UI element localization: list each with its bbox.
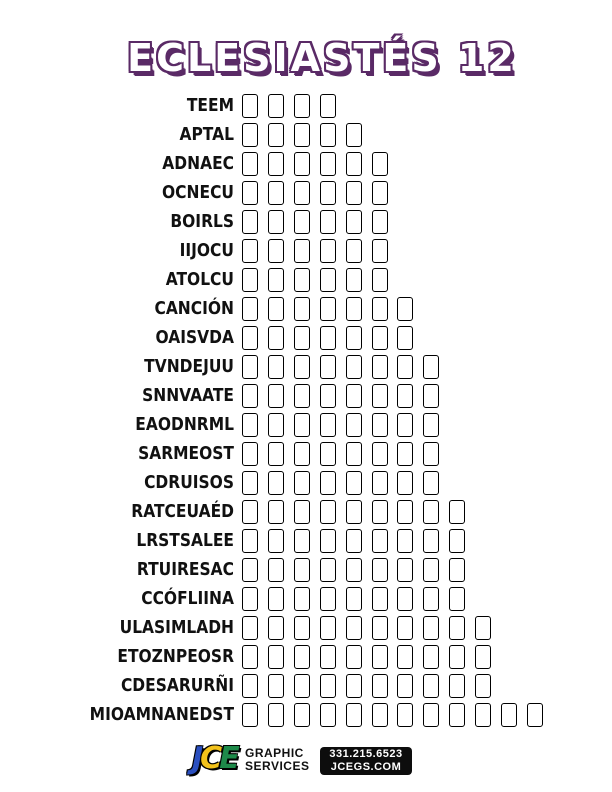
letter-box[interactable] (372, 239, 388, 263)
puzzle-row (0, 384, 612, 408)
letter-box[interactable] (346, 268, 362, 292)
letter-box[interactable] (346, 442, 362, 466)
letter-box[interactable] (320, 500, 336, 524)
puzzle-row (0, 703, 612, 727)
letter-box[interactable] (294, 355, 310, 379)
letter-box[interactable] (320, 210, 336, 234)
letter-box[interactable] (294, 645, 310, 669)
scrambled-word: CCÓFLIINA (141, 588, 234, 609)
letter-box[interactable] (475, 616, 491, 640)
letter-box[interactable] (242, 181, 258, 205)
letter-box[interactable] (372, 268, 388, 292)
letter-box[interactable] (423, 471, 439, 495)
letter-box[interactable] (346, 529, 362, 553)
letter-box[interactable] (346, 239, 362, 263)
letter-box[interactable] (449, 500, 465, 524)
scrambled-word: EAODNRML (135, 414, 234, 435)
scrambled-word: CANCIÓN (154, 298, 234, 319)
letter-box[interactable] (294, 384, 310, 408)
letter-box[interactable] (294, 181, 310, 205)
letter-box[interactable] (242, 558, 258, 582)
puzzle-row (0, 645, 612, 669)
scrambled-word: BOIRLS (170, 211, 234, 232)
letter-box[interactable] (423, 703, 439, 727)
letter-box[interactable] (268, 703, 284, 727)
letter-box[interactable] (294, 529, 310, 553)
scrambled-word: CDRUISOS (144, 472, 234, 493)
puzzle-row (0, 616, 612, 640)
letter-box[interactable] (449, 703, 465, 727)
scrambled-word: LRSTSALEE (136, 530, 234, 551)
logo-text-graphic: GRAPHIC (245, 746, 304, 760)
letter-box[interactable] (423, 616, 439, 640)
letter-box[interactable] (449, 558, 465, 582)
letter-box[interactable] (268, 268, 284, 292)
logo-text-services: SERVICES (245, 759, 310, 773)
letter-box[interactable] (268, 558, 284, 582)
letter-box[interactable] (397, 297, 413, 321)
letter-box[interactable] (268, 587, 284, 611)
letter-box[interactable] (242, 384, 258, 408)
letter-box[interactable] (372, 558, 388, 582)
letter-box[interactable] (372, 210, 388, 234)
letter-box[interactable] (294, 326, 310, 350)
letter-box[interactable] (320, 239, 336, 263)
letter-box[interactable] (423, 558, 439, 582)
puzzle-row (0, 355, 612, 379)
letter-box[interactable] (475, 674, 491, 698)
puzzle-row (0, 529, 612, 553)
letter-box[interactable] (242, 703, 258, 727)
letter-box[interactable] (397, 384, 413, 408)
letter-box[interactable] (372, 181, 388, 205)
letter-box[interactable] (242, 210, 258, 234)
puzzle-row (0, 268, 612, 292)
puzzle-row (0, 471, 612, 495)
footer-branding (190, 741, 430, 778)
letter-box[interactable] (294, 442, 310, 466)
letter-box[interactable] (294, 94, 310, 118)
letter-box[interactable] (501, 703, 517, 727)
letter-box[interactable] (346, 210, 362, 234)
letter-box[interactable] (268, 297, 284, 321)
letter-box[interactable] (268, 674, 284, 698)
logo-letter-c: C (200, 741, 220, 776)
letter-box[interactable] (294, 471, 310, 495)
letter-box[interactable] (268, 123, 284, 147)
letter-box[interactable] (242, 674, 258, 698)
letter-box[interactable] (320, 645, 336, 669)
letter-box[interactable] (320, 442, 336, 466)
letter-box[interactable] (423, 413, 439, 437)
letter-box[interactable] (294, 616, 310, 640)
logo-letter-j: J (192, 741, 201, 776)
letter-box[interactable] (242, 500, 258, 524)
letter-box[interactable] (372, 645, 388, 669)
letter-box[interactable] (242, 529, 258, 553)
letter-box[interactable] (242, 587, 258, 611)
letter-box[interactable] (294, 210, 310, 234)
letter-box[interactable] (397, 500, 413, 524)
letter-box[interactable] (294, 674, 310, 698)
scrambled-word: RTUIRESAC (136, 559, 234, 580)
letter-box[interactable] (320, 413, 336, 437)
logo-letter-e: E (219, 741, 237, 776)
letter-box[interactable] (372, 152, 388, 176)
letter-box[interactable] (294, 268, 310, 292)
letter-box[interactable] (372, 587, 388, 611)
scrambled-word: APTAL (179, 124, 234, 145)
letter-box[interactable] (346, 384, 362, 408)
letter-box[interactable] (397, 645, 413, 669)
scrambled-word: MIOAMNANEDST (89, 704, 234, 725)
puzzle-row (0, 152, 612, 176)
letter-box[interactable] (423, 500, 439, 524)
letter-box[interactable] (268, 529, 284, 553)
scrambled-word: IIJOCU (179, 240, 234, 261)
letter-box[interactable] (372, 674, 388, 698)
letter-box[interactable] (475, 645, 491, 669)
letter-box[interactable] (372, 703, 388, 727)
letter-box[interactable] (242, 94, 258, 118)
letter-box[interactable] (423, 587, 439, 611)
letter-box[interactable] (346, 181, 362, 205)
letter-box[interactable] (372, 384, 388, 408)
letter-box[interactable] (242, 442, 258, 466)
scrambled-word: TVNDEJUU (144, 356, 234, 377)
letter-box[interactable] (346, 355, 362, 379)
letter-box[interactable] (242, 326, 258, 350)
letter-box[interactable] (423, 442, 439, 466)
letter-box[interactable] (346, 413, 362, 437)
letter-box[interactable] (268, 413, 284, 437)
puzzle-row (0, 239, 612, 263)
letter-box[interactable] (320, 297, 336, 321)
puzzle-row (0, 674, 612, 698)
letter-box[interactable] (397, 413, 413, 437)
letter-box[interactable] (372, 297, 388, 321)
contact-box (320, 747, 412, 775)
letter-box[interactable] (346, 616, 362, 640)
letter-box[interactable] (294, 152, 310, 176)
letter-box[interactable] (242, 355, 258, 379)
letter-box[interactable] (372, 500, 388, 524)
letter-box[interactable] (372, 326, 388, 350)
letter-box[interactable] (320, 587, 336, 611)
letter-box[interactable] (320, 558, 336, 582)
letter-box[interactable] (320, 152, 336, 176)
letter-box[interactable] (294, 558, 310, 582)
letter-box[interactable] (320, 326, 336, 350)
letter-box[interactable] (372, 616, 388, 640)
letter-box[interactable] (397, 471, 413, 495)
letter-box[interactable] (475, 703, 491, 727)
letter-box[interactable] (346, 326, 362, 350)
scrambled-word: OAISVDA (155, 327, 234, 348)
letter-box[interactable] (397, 616, 413, 640)
letter-box[interactable] (397, 529, 413, 553)
puzzle-row (0, 297, 612, 321)
letter-box[interactable] (397, 558, 413, 582)
letter-box[interactable] (268, 442, 284, 466)
puzzle-row (0, 123, 612, 147)
letter-box[interactable] (397, 703, 413, 727)
letter-box[interactable] (268, 181, 284, 205)
scrambled-word: CDESARURÑI (120, 675, 234, 696)
contact-phone: 331.215.6523 (329, 748, 403, 760)
letter-box[interactable] (346, 500, 362, 524)
letter-box[interactable] (423, 384, 439, 408)
letter-box[interactable] (242, 268, 258, 292)
letter-box[interactable] (449, 645, 465, 669)
letter-box[interactable] (294, 587, 310, 611)
scrambled-word: ULASIMLADH (119, 617, 234, 638)
letter-box[interactable] (268, 645, 284, 669)
letter-box[interactable] (242, 645, 258, 669)
puzzle-row (0, 442, 612, 466)
letter-box[interactable] (320, 674, 336, 698)
letter-box[interactable] (397, 326, 413, 350)
jce-logo (192, 740, 237, 778)
letter-box[interactable] (242, 152, 258, 176)
letter-box[interactable] (320, 268, 336, 292)
letter-box[interactable] (346, 471, 362, 495)
puzzle-row (0, 500, 612, 524)
letter-box[interactable] (242, 123, 258, 147)
letter-box[interactable] (242, 471, 258, 495)
letter-box[interactable] (449, 529, 465, 553)
letter-box[interactable] (268, 326, 284, 350)
letter-box[interactable] (449, 616, 465, 640)
puzzle-row (0, 587, 612, 611)
letter-box[interactable] (242, 297, 258, 321)
letter-box[interactable] (268, 355, 284, 379)
letter-box[interactable] (268, 471, 284, 495)
contact-website: JCEGS.COM (330, 761, 402, 773)
letter-box[interactable] (268, 210, 284, 234)
letter-box[interactable] (320, 616, 336, 640)
letter-box[interactable] (346, 645, 362, 669)
letter-box[interactable] (527, 703, 543, 727)
letter-box[interactable] (423, 355, 439, 379)
letter-box[interactable] (423, 674, 439, 698)
scrambled-word: RATCEUAÉD (131, 501, 234, 522)
letter-box[interactable] (320, 123, 336, 147)
letter-box[interactable] (346, 558, 362, 582)
letter-box[interactable] (346, 152, 362, 176)
letter-box[interactable] (346, 703, 362, 727)
scrambled-word: SNNVAATE (142, 385, 234, 406)
letter-box[interactable] (294, 703, 310, 727)
letter-box[interactable] (397, 587, 413, 611)
letter-box[interactable] (268, 500, 284, 524)
letter-box[interactable] (346, 123, 362, 147)
letter-box[interactable] (242, 413, 258, 437)
letter-box[interactable] (372, 442, 388, 466)
scrambled-word: SARMEOST (138, 443, 234, 464)
letter-box[interactable] (242, 616, 258, 640)
letter-box[interactable] (397, 674, 413, 698)
letter-box[interactable] (268, 94, 284, 118)
letter-box[interactable] (449, 587, 465, 611)
letter-box[interactable] (320, 703, 336, 727)
letter-box[interactable] (320, 94, 336, 118)
puzzle-row (0, 558, 612, 582)
letter-box[interactable] (372, 355, 388, 379)
letter-box[interactable] (294, 413, 310, 437)
letter-box[interactable] (449, 674, 465, 698)
letter-box[interactable] (294, 500, 310, 524)
scrambled-word: ADNAEC (162, 153, 234, 174)
letter-box[interactable] (320, 384, 336, 408)
scrambled-word: ATOLCU (165, 269, 234, 290)
letter-box[interactable] (320, 471, 336, 495)
letter-box[interactable] (268, 384, 284, 408)
letter-box[interactable] (320, 181, 336, 205)
puzzle-row (0, 413, 612, 437)
puzzle-row (0, 326, 612, 350)
letter-box[interactable] (372, 471, 388, 495)
letter-box[interactable] (294, 123, 310, 147)
scrambled-word: OCNECU (162, 182, 234, 203)
letter-box[interactable] (423, 529, 439, 553)
letter-box[interactable] (346, 674, 362, 698)
letter-box[interactable] (242, 239, 258, 263)
scrambled-word: ETOZNPEOSR (117, 646, 234, 667)
letter-box[interactable] (320, 355, 336, 379)
puzzle-row (0, 210, 612, 234)
page-title: ECLESIASTÉS 12 (127, 36, 517, 80)
letter-box[interactable] (397, 355, 413, 379)
letter-box[interactable] (346, 587, 362, 611)
letter-box[interactable] (423, 645, 439, 669)
letter-box[interactable] (372, 413, 388, 437)
letter-box[interactable] (397, 442, 413, 466)
letter-box[interactable] (294, 239, 310, 263)
letter-box[interactable] (372, 529, 388, 553)
letter-box[interactable] (268, 152, 284, 176)
scrambled-word: TEEM (186, 95, 234, 116)
puzzle-row (0, 94, 612, 118)
letter-box[interactable] (294, 297, 310, 321)
letter-box[interactable] (268, 616, 284, 640)
letter-box[interactable] (268, 239, 284, 263)
letter-box[interactable] (320, 529, 336, 553)
puzzle-row (0, 181, 612, 205)
letter-box[interactable] (346, 297, 362, 321)
